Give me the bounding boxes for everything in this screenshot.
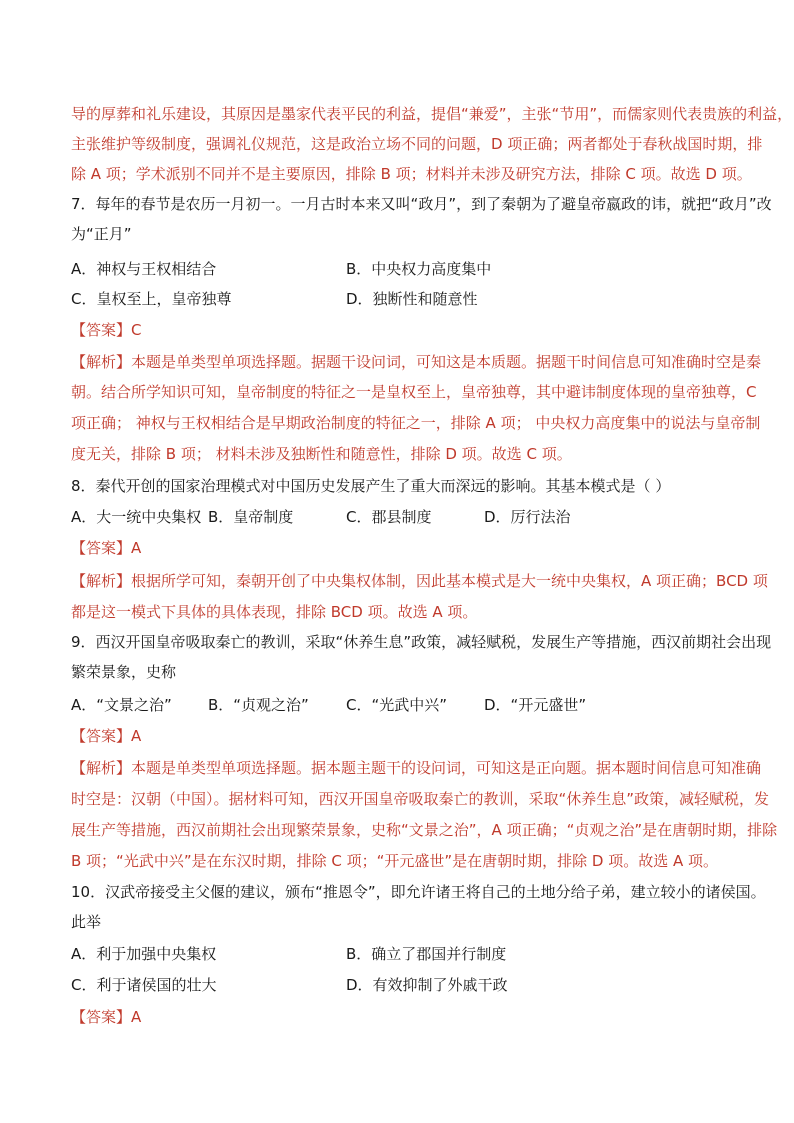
q8-option-b: B．皇帝制度 [208,508,294,526]
q8-analysis-line-1 [71,571,768,591]
answer-value: A [131,539,142,557]
q9-option-d: D．“开元盛世” [484,696,587,714]
q10-stem-line-2: 此举 [71,913,102,931]
answer-value: A [131,727,142,745]
q9-analysis-line-4: B 项；“光武中兴”是在东汉时期，排除 C 项；“开元盛世”是在唐朝时期，排除 D 项。故选 A 项。 [71,852,719,870]
q9-option-c: C．“光武中兴” [346,696,448,714]
q7-option-a: A．神权与王权相结合 [71,260,217,278]
answer-value: C [131,321,142,339]
q9-option-a: A．“文景之治” [71,696,172,714]
analysis-tag: 【解析】 [71,759,132,777]
q7-option-c: C．皇权至上，皇帝独尊 [71,290,232,308]
q7-stem-line-2: 为“正月” [71,225,132,243]
answer-tag: 【答案】 [71,321,132,339]
q9-answer [71,726,141,746]
q9-analysis-line-2: 时空是：汉朝（中国）。据材料可知，西汉开国皇帝吸取秦亡的教训，采取“休养生息”政策，减轻赋税，发 [71,790,770,808]
analysis-tag: 【解析】 [71,353,132,371]
q10-option-d: D．有效抑制了外戚干政 [346,976,508,994]
answer-tag: 【答案】 [71,1008,132,1026]
analysis-tag: 【解析】 [71,572,132,590]
analysis-text: 根据所学可知，秦朝开创了中央集权体制，因此基本模式是大一统中央集权，A 项正确；BCD 项 [131,572,768,590]
q10-stem-line-1: 10．汉武帝接受主父偃的建议，颁布“推恩令”，即允许诸王将自己的土地分给子弟，建立较小的诸侯国。 [71,883,766,901]
q8-option-a: A．大一统中央集权 [71,508,202,526]
q8-option-d: D．厉行法治 [484,508,571,526]
q7-analysis-line-3: 项正确； 神权与王权相结合是早期政治制度的特征之一，排除 A 项； 中央权力高度集中的说法与皇帝制 [71,414,761,432]
analysis-text: 本题是单类型单项选择题。据题干设问词，可知这是本质题。据题干时间信息可知准确时空是秦 [131,353,762,371]
q7-analysis-line-2: 朝。结合所学知识可知，皇帝制度的特征之一是皇权至上，皇帝独尊，其中避讳制度体现的皇帝独尊，C [71,383,757,401]
answer-tag: 【答案】 [71,539,132,557]
answer-tag: 【答案】 [71,727,132,745]
answer-value: A [131,1008,142,1026]
continuation-line-3: 除 A 项；学术派别不同并不是主要原因，排除 B 项；材料并未涉及研究方法，排除 C 项。故选 D 项。 [71,165,752,183]
q9-option-b: B．“贞观之治” [208,696,309,714]
q8-stem: 8．秦代开创的国家治理模式对中国历史发展产生了重大而深远的影响。其基本模式是（ ） [71,477,671,495]
q7-answer [71,320,142,340]
q7-option-b: B．中央权力高度集中 [346,260,492,278]
q9-stem-line-1: 9．西汉开国皇帝吸取秦亡的教训，采取“休养生息”政策，减轻赋税，发展生产等措施，西汉前期社会出现 [71,633,772,651]
q10-option-c: C．利于诸侯国的壮大 [71,976,217,994]
analysis-text: 本题是单类型单项选择题。据本题主题干的设问词，可知这是正向题。据本题时间信息可知准确 [131,759,762,777]
q10-answer [71,1007,141,1027]
q9-analysis-line-3: 展生产等措施，西汉前期社会出现繁荣景象，史称“文景之治”，A 项正确；“贞观之治”是在唐朝时期，排除 [71,821,778,839]
q7-analysis-line-1 [71,352,761,372]
q9-analysis-line-1 [71,758,761,778]
q8-option-c: C．郡县制度 [346,508,432,526]
q8-analysis-line-2: 都是这一模式下具体的具体表现，排除 BCD 项。故选 A 项。 [71,603,478,621]
q7-stem-line-1: 7．每年的春节是农历一月初一。一月古时本来又叫“政月”，到了秦朝为了避皇帝嬴政的讳，就把“政月”改 [71,195,772,213]
q8-answer [71,538,141,558]
continuation-line-2: 主张维护等级制度，强调礼仪规范，这是政治立场不同的问题，D 项正确；两者都处于春秋战国时期，排 [71,135,763,153]
continuation-line-1: 导的厚葬和礼乐建设，其原因是墨家代表平民的利益，提倡“兼爱”，主张“节用”，而儒家则代表贵族的利益， [71,105,793,123]
q10-option-a: A．利于加强中央集权 [71,945,217,963]
q10-option-b: B．确立了郡国并行制度 [346,945,507,963]
q9-stem-line-2: 繁荣景象，史称 [71,663,177,681]
q7-analysis-line-4: 度无关，排除 B 项； 材料未涉及独断性和随意性，排除 D 项。故选 C 项。 [71,445,572,463]
q7-option-d: D．独断性和随意性 [346,290,478,308]
